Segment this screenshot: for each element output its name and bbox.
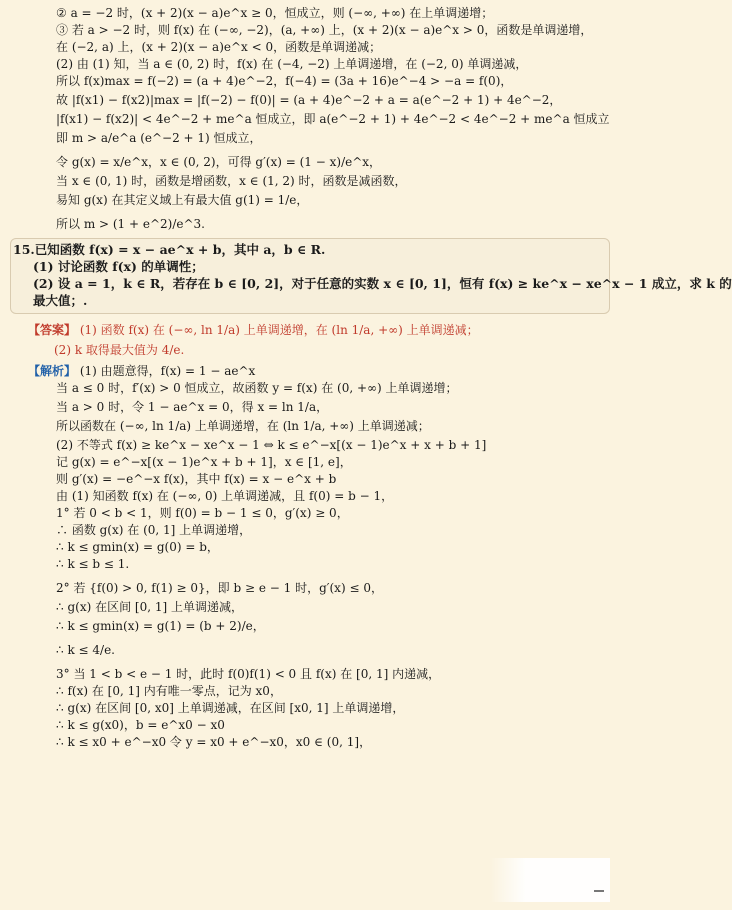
solution-line: ② a = −2 时，(x + 2)(x − a)e^x ≥ 0，恒成立，则 (−∞, +∞) 在上单调递增； — [56, 6, 494, 20]
analysis-line: ∴ k ≤ gmin(x) = g(1) = (b + 2)/e， — [56, 619, 265, 633]
solution-line: 令 g(x) = x/e^x，x ∈ (0, 2)，可得 g′(x) = (1 − x)/e^x， — [56, 155, 382, 169]
solution-line: (2) 由 (1) 知，当 a ∈ (0, 2) 时，f(x) 在 (−4, −2) 上单调递增，在 (−2, 0) 单调递减， — [56, 57, 528, 71]
solution-line: 易知 g(x) 在其定义域上有最大值 g(1) = 1/e， — [56, 193, 309, 207]
problem-part-2-continued: 最大值；. — [33, 293, 88, 308]
analysis-line: 1° 若 0 < b < 1，则 f(0) = b − 1 ≤ 0，g′(x) ≥ 0， — [56, 506, 349, 520]
answer-line-1 — [0, 320, 618, 340]
solution-line: 在 (−2, a) 上，(x + 2)(x − a)e^x < 0，函数是单调递减； — [56, 40, 382, 54]
answer-tag: 【答案】 — [28, 323, 77, 337]
problem-number: 15. — [13, 242, 35, 257]
problem-part-2: (2) 设 a = 1，k ∈ R，若存在 b ∈ [0, 2]，对于任意的实数 x ∈ [0, 1]，恒有 f(x) ≥ ke^x − xe^x − 1 成立，求 k 的 — [33, 276, 732, 291]
problem-part-1: (1) 讨论函数 f(x) 的单调性； — [33, 259, 204, 274]
solution-line: 所以 f(x)max = f(−2) = (a + 4)e^−2，f(−4) = (3a + 16)e^−4 > −a = f(0)， — [56, 74, 513, 88]
analysis-line: 由 (1) 知函数 f(x) 在 (−∞, 0) 上单调递减，且 f(0) = b − 1， — [56, 489, 394, 503]
problem-stem — [13, 241, 605, 258]
analysis-line: 所以函数在 (−∞, ln 1/a) 上单调递增，在 (ln 1/a, +∞) 上单调递减； — [56, 419, 430, 433]
analysis-line: ∴ k ≤ gmin(x) = g(0) = b， — [56, 540, 219, 554]
problem-stem-text: 已知函数 f(x) = x − ae^x + b，其中 a，b ∈ R. — [34, 242, 326, 257]
analysis-line: ∴ 函数 g(x) 在 (0, 1] 上单调递增， — [56, 523, 252, 537]
analysis-line: ∴ k ≤ g(x0)，b = e^x0 − x0 — [56, 718, 225, 732]
analysis-line: 3° 当 1 < b < e − 1 时，此时 f(0)f(1) < 0 且 f(x) 在 [0, 1] 内递减， — [56, 667, 441, 681]
analysis-line: (2) 不等式 f(x) ≥ ke^x − xe^x − 1 ⇔ k ≤ e^−x[(x − 1)e^x + x + b + 1] — [56, 438, 487, 452]
analysis-line: ∴ g(x) 在区间 [0, 1] 上单调递减， — [56, 600, 243, 614]
analysis-tag: 【解析】 — [28, 364, 77, 378]
analysis-line-1 — [0, 364, 618, 379]
analysis-line: 则 g′(x) = −e^−x f(x)，其中 f(x) = x − e^x + b — [56, 472, 337, 486]
analysis-line: 2° 若 {f(0) > 0, f(1) ≥ 0}，即 b ≥ e − 1 时，g′(x) ≤ 0， — [56, 581, 383, 595]
analysis-text: (1) 由题意得，f(x) = 1 − ae^x — [79, 364, 256, 378]
analysis-line: 记 g(x) = e^−x[(x − 1)e^x + b + 1]，x ∈ [1, e]， — [56, 455, 352, 469]
answer-part-1: (1) 函数 f(x) 在 (−∞, ln 1/a) 上单调递增，在 (ln 1/a, +∞) 上单调递减； — [79, 323, 479, 337]
analysis-line: 当 a > 0 时，令 1 − ae^x = 0，得 x = ln 1/a， — [56, 400, 329, 414]
analysis-line: ∴ g(x) 在区间 [0, x0] 上单调递减，在区间 [x0, 1] 上单调递增， — [56, 701, 405, 715]
watermark-dash-icon — [594, 890, 604, 892]
analysis-line: ∴ f(x) 在 [0, 1] 内有唯一零点，记为 x0， — [56, 684, 282, 698]
analysis-line: ∴ k ≤ x0 + e^−x0 令 y = x0 + e^−x0，x0 ∈ (0, 1]， — [56, 735, 372, 749]
problem-box — [10, 238, 732, 314]
solution-line: 即 m > a/e^a (e^−2 + 1) 恒成立， — [56, 131, 262, 145]
solution-line: |f(x1) − f(x2)| < 4e^−2 + me^a 恒成立，即 a(e^−2 + 1) + 4e^−2 < 4e^−2 + me^a 恒成立 — [56, 112, 610, 126]
analysis-line: 当 a ≤ 0 时，f′(x) > 0 恒成立，故函数 y = f(x) 在 (0, +∞) 上单调递增； — [56, 381, 458, 395]
answer-part-2: (2) k 取得最大值为 4/e. — [54, 343, 185, 357]
solution-line: 所以 m > (1 + e^2)/e^3. — [56, 217, 205, 231]
analysis-line: ∴ k ≤ 4/e. — [56, 643, 115, 657]
analysis-line: ∴ k ≤ b ≤ 1. — [56, 557, 130, 571]
analysis-block — [0, 364, 618, 750]
solution-line: 故 |f(x1) − f(x2)|max = |f(−2) − f(0)| = (a + 4)e^−2 + a = a(e^−2 + 1) + 4e^−2， — [56, 93, 562, 107]
answer-block — [0, 320, 618, 360]
watermark-overlay — [490, 858, 610, 902]
solution-line: ③ 若 a > −2 时，则 f(x) 在 (−∞, −2)，(a, +∞) 上，(x + 2)(x − a)e^x > 0，函数是单调递增， — [56, 23, 593, 37]
solution-line: 当 x ∈ (0, 1) 时，函数是增函数，x ∈ (1, 2) 时，函数是减函数， — [56, 174, 407, 188]
previous-solution — [0, 6, 618, 232]
